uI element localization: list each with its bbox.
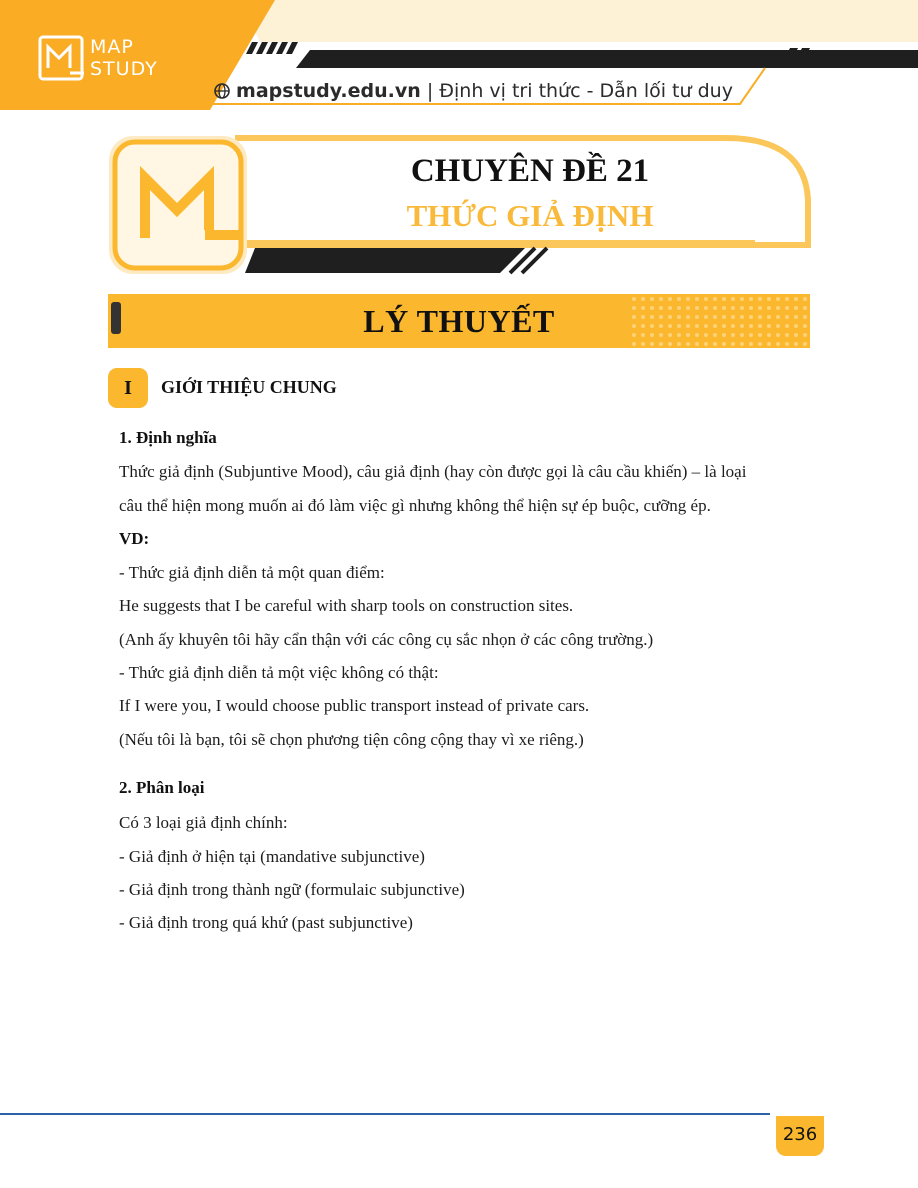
- chapter-number: CHUYÊN ĐỀ 21: [410, 153, 650, 189]
- heading-classification: 2. Phân loại: [119, 778, 205, 797]
- section-title: GIỚI THIỆU CHUNG: [161, 377, 337, 397]
- example-1-vietnamese: (Anh ấy khuyên tôi hãy cẩn thận với các công cụ sắc nhọn ở các công trường.): [119, 630, 654, 649]
- theory-header-bar: [108, 294, 810, 348]
- website-link[interactable]: mapstudy.edu.vn: [236, 80, 421, 102]
- example-label: VD:: [119, 529, 150, 548]
- example-2-label: - Thức giả định diễn tả một việc không có thật:: [119, 663, 439, 682]
- heading-definition: 1. Định nghĩa: [119, 428, 217, 447]
- example-1-english: He suggests that I be careful with sharp tools on construction sites.: [119, 596, 574, 615]
- definition-line-1: Thức giả định (Subjuntive Mood), câu giả định (hay còn được gọi là câu cầu khiến) – là loại: [119, 462, 747, 481]
- type-item-2: - Giả định trong thành ngữ (formulaic subjunctive): [119, 880, 465, 899]
- site-tagline: [214, 80, 733, 102]
- page-number: 236: [776, 1116, 824, 1156]
- brand-name: MAP STUDY: [90, 36, 158, 80]
- chapter-name: THỨC GIẢ ĐỊNH: [406, 198, 654, 233]
- globe-icon: [214, 83, 230, 99]
- section-numeral-badge: I: [108, 368, 148, 408]
- type-item-3: - Giả định trong quá khứ (past subjunctive): [119, 913, 413, 932]
- separator: |: [426, 80, 434, 102]
- example-2-vietnamese: (Nếu tôi là bạn, tôi sẽ chọn phương tiện công cộng thay vì xe riêng.): [119, 730, 584, 749]
- footer-rule: [0, 1113, 770, 1115]
- types-intro: Có 3 loại giả định chính:: [119, 813, 288, 832]
- type-item-1: - Giả định ở hiện tại (mandative subjunctive): [119, 847, 425, 866]
- definition-line-2: câu thể hiện mong muốn ai đó làm việc gì nhưng không thể hiện sự ép buộc, cưỡng ép.: [119, 496, 711, 515]
- example-1-label: - Thức giả định diễn tả một quan điểm:: [119, 563, 385, 582]
- theory-title: LÝ THUYẾT: [363, 303, 555, 339]
- example-2-english: If I were you, I would choose public transport instead of private cars.: [119, 696, 590, 715]
- slogan: Định vị tri thức - Dẫn lối tư duy: [439, 80, 733, 102]
